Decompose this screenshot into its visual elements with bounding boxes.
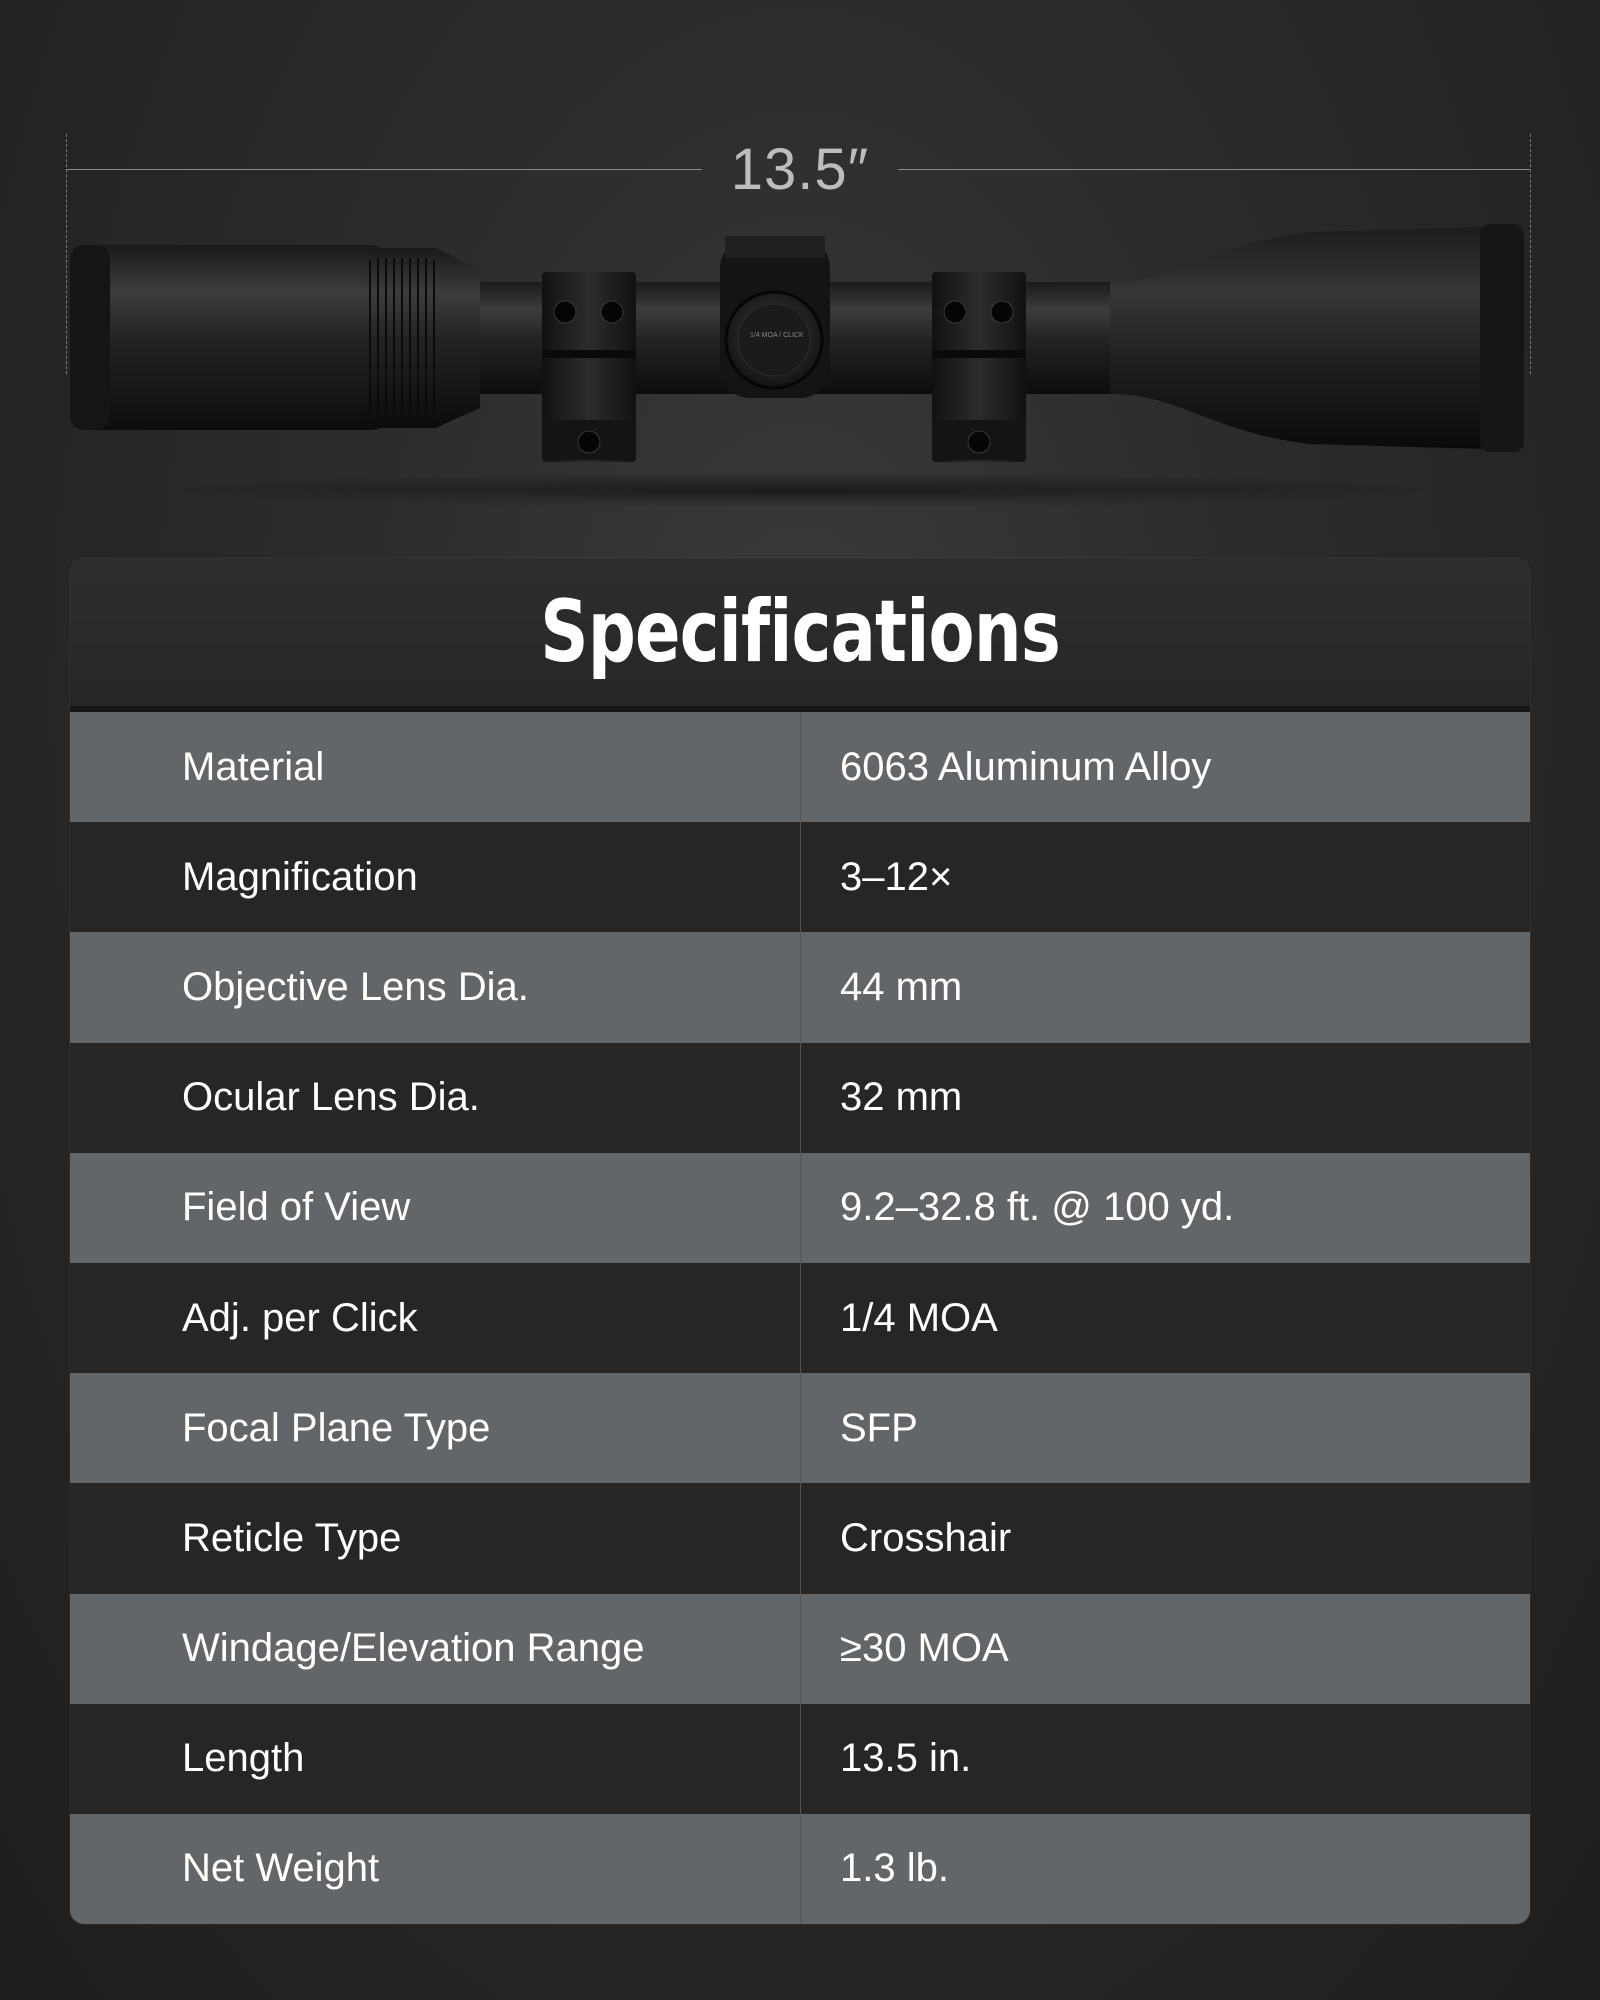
table-row [70, 1704, 1530, 1814]
dimension-line-left [66, 169, 702, 170]
column-divider [800, 1043, 801, 1153]
table-row [70, 822, 1530, 932]
table-row [70, 1153, 1530, 1263]
elevation-turret [725, 236, 825, 258]
spec-label: Net Weight [182, 1846, 380, 1891]
column-divider [800, 822, 801, 932]
objective-end [1480, 224, 1524, 452]
column-divider [800, 1153, 801, 1263]
specifications-title: Specifications [540, 582, 1060, 682]
objective-bell [1110, 226, 1520, 450]
specifications-header [70, 558, 1530, 712]
spec-label: Length [182, 1736, 305, 1781]
mount-ring-left [542, 272, 636, 462]
spec-label: Reticle Type [182, 1515, 402, 1560]
column-divider [800, 1594, 801, 1704]
table-row [70, 1373, 1530, 1483]
windage-cap [738, 304, 810, 376]
spec-label: Focal Plane Type [182, 1405, 491, 1450]
spec-value: 1.3 lb. [840, 1846, 949, 1891]
spec-label: Windage/Elevation Range [182, 1626, 645, 1671]
rifle-scope-image [60, 220, 1540, 520]
mount-ring-right [932, 272, 1026, 462]
length-dimension [0, 0, 1600, 240]
eyepiece-cap [70, 245, 110, 430]
spec-value: 32 mm [840, 1075, 963, 1120]
spec-label: Magnification [182, 854, 418, 899]
spec-label: Adj. per Click [182, 1295, 418, 1340]
spec-label: Field of View [182, 1185, 411, 1230]
spec-value: Crosshair [840, 1515, 1012, 1560]
spec-label: Ocular Lens Dia. [182, 1075, 480, 1120]
spec-value: 1/4 MOA [840, 1295, 998, 1340]
spec-value: ≥30 MOA [840, 1626, 1009, 1671]
turret-marking: 1/4 MOA / CLICK [750, 332, 804, 339]
spec-label: Material [182, 744, 325, 789]
column-divider [800, 712, 801, 822]
column-divider [800, 932, 801, 1042]
specifications-card [70, 558, 1530, 1924]
column-divider [800, 1483, 801, 1593]
spec-value: 44 mm [840, 964, 963, 1009]
rifle-scope-illustration [60, 220, 1540, 520]
spec-value: 9.2–32.8 ft. @ 100 yd. [840, 1185, 1235, 1230]
specifications-table [70, 712, 1530, 1924]
column-divider [800, 1704, 801, 1814]
spec-value: 3–12× [840, 854, 953, 899]
column-divider [800, 1814, 801, 1924]
scope-shadow [160, 472, 1440, 508]
spec-value: SFP [840, 1405, 918, 1450]
eyepiece [70, 245, 390, 430]
spec-value: 13.5 in. [840, 1736, 972, 1781]
table-row [70, 1263, 1530, 1373]
column-divider [800, 1263, 801, 1373]
table-row [70, 1814, 1530, 1924]
spec-label: Objective Lens Dia. [182, 964, 529, 1009]
table-row [70, 1483, 1530, 1593]
dimension-line-right [898, 169, 1530, 170]
table-row [70, 932, 1530, 1042]
column-divider [800, 1373, 801, 1483]
length-label: 13.5″ [730, 137, 870, 202]
table-row [70, 1043, 1530, 1153]
table-row [70, 1594, 1530, 1704]
eyepiece-taper [440, 250, 480, 426]
table-row [70, 712, 1530, 822]
spec-value: 6063 Aluminum Alloy [840, 744, 1212, 789]
